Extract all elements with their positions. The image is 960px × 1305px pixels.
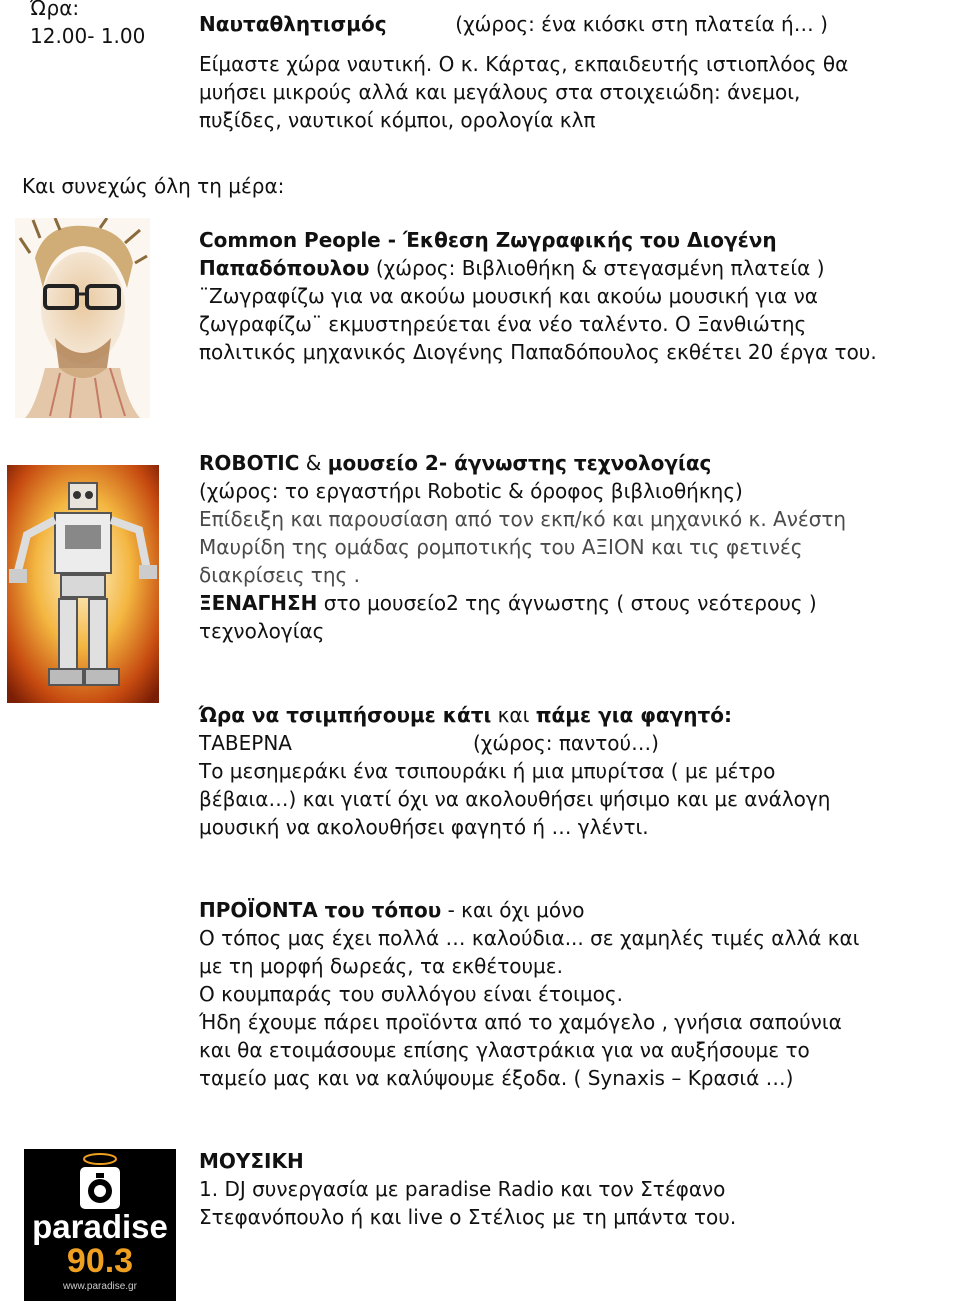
tour-heading: ΞΕΝΑΓΗΣΗ (199, 591, 318, 615)
products-heading-rest: - και όχι μόνο (441, 898, 585, 922)
robotic-line: Επίδειξη και παρουσίαση από τον εκπ/κό και μηχανικό κ. Ανέστη (199, 507, 847, 531)
food-section (199, 701, 830, 841)
music-line: Στεφανόπουλο ή και live ο Στέλιος με τη μπάντα του. (199, 1205, 737, 1229)
time-range: 12.00- 1.00 (30, 24, 146, 48)
food-line: μουσική να ακολουθήσει φαγητό ή … γλέντι. (199, 815, 649, 839)
nautical-line: μυήσει μικρούς αλλά και μεγάλους στα στοιχειώδη: άνεμοι, (199, 80, 801, 104)
logo-frequency: 90.3 (66, 1242, 134, 1280)
exhibition-title-cont: Παπαδόπουλου (199, 256, 370, 280)
logo-name: paradise (32, 1208, 168, 1245)
paradise-radio-logo (24, 1149, 176, 1301)
tour-text-cont: τεχνολογίας (199, 619, 325, 643)
exhibition-line: πολιτικός μηχανικός Διογένης Παπαδόπουλος εκθέτει 20 έργα του. (199, 340, 877, 364)
food-line: βέβαια…) και γιατί όχι να ακολουθήσει ψήσιμο και με ανάλογη (199, 787, 831, 811)
logo-url: www.paradise.gr (63, 1281, 137, 1292)
time-block (30, 0, 145, 50)
food-heading-eat: πάμε για φαγητό: (535, 703, 732, 727)
exhibition-venue: (χώρος: Βιβλιοθήκη & στεγασμένη πλατεία ) (369, 256, 825, 280)
tavern-name: ΤΑΒΕΡΝΑ (199, 731, 292, 755)
music-section (199, 1147, 736, 1231)
all-day-label: Και συνεχώς όλη τη μέρα: (22, 174, 285, 198)
food-heading-and: και (491, 703, 536, 727)
nautical-section (199, 10, 848, 134)
tavern-venue: (χώρος: παντού…) (473, 731, 659, 755)
robotic-section (199, 449, 846, 645)
products-line: Ο κουμπαράς του συλλόγου είναι έτοιμος. (199, 982, 623, 1006)
robotic-line: Μαυρίδη της ομάδας ρομποτικής του ΑΞΙΟΝ και τις φετινές (199, 535, 803, 559)
robotic-title-museum: μουσείο 2- άγνωστης τεχνολογίας (327, 451, 712, 475)
exhibition-title: Common People - Έκθεση Ζωγραφικής του Διογένη (199, 228, 777, 252)
products-heading: ΠΡΟΪΟΝΤΑ του τόπου (199, 898, 442, 922)
tour-text: στο μουσείο2 της άγνωστης ( στους νεότερους ) (317, 591, 817, 615)
robotic-line: διακρίσεις της . (199, 563, 360, 587)
products-line: Ο τόπος μας έχει πολλά … καλούδια... σε χαμηλές τιμές αλλά και (199, 926, 860, 950)
exhibition-line: ¨Ζωγραφίζω για να ακούω μουσική και ακούω μουσική για να (199, 284, 818, 308)
robot-image (7, 465, 159, 703)
products-section (199, 896, 859, 1092)
nautical-title: Ναυταθλητισμός (199, 12, 387, 36)
nautical-line: πυξίδες, ναυτικοί κόμποι, ορολογία κλπ (199, 108, 596, 132)
products-line: και θα ετοιμάσουμε επίσης γλαστράκια για να αυξήσουμε το (199, 1038, 810, 1062)
products-line: Ήδη έχουμε πάρει προϊόντα από το χαμόγελο , γνήσια σαπούνια (199, 1010, 842, 1034)
food-line: Το μεσημεράκι ένα τσιπουράκι ή μια μπυρίτσα ( με μέτρο (199, 759, 776, 783)
food-heading: Ώρα να τσιμπήσουμε κάτι (199, 703, 492, 727)
robotic-venue: (χώρος: το εργαστήρι Robotic & όροφος βιβλιοθήκης) (199, 479, 743, 503)
products-line: ταμείο μας και να καλύψουμε έξοδα. ( Synaxis – Κρασιά …) (199, 1066, 794, 1090)
music-line: 1. DJ συνεργασία με paradise Radio και τον Στέφανο (199, 1177, 726, 1201)
products-line: με τη μορφή δωρεάς, τα εκθέτουμε. (199, 954, 563, 978)
portrait-illustration (15, 218, 150, 418)
robotic-title-amp: & (299, 451, 328, 475)
nautical-line: Είμαστε χώρα ναυτική. Ο κ. Κάρτας, εκπαιδευτής ιστιοπλόος θα (199, 52, 849, 76)
exhibition-line: ζωγραφίζω¨ εκμυστηρεύεται ένα νέο ταλέντο. Ο Ξανθιώτης (199, 312, 807, 336)
robotic-title: ROBOTIC (199, 451, 300, 475)
exhibition-section (199, 226, 877, 366)
music-heading: ΜΟΥΣΙΚΗ (199, 1149, 304, 1173)
time-label: Ώρα: (30, 0, 80, 20)
nautical-venue: (χώρος: ένα κιόσκι στη πλατεία ή… ) (455, 12, 828, 36)
